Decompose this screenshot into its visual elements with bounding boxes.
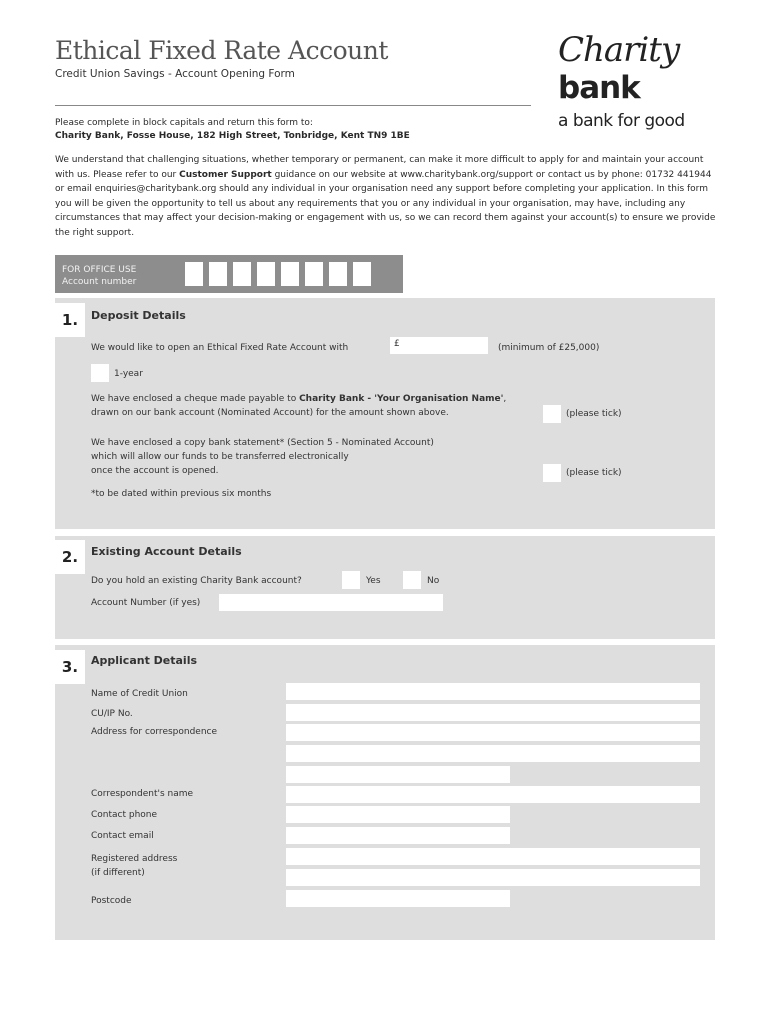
account-number-digit[interactable] [233, 262, 251, 286]
instruction-text: Please complete in block capitals and return this form to: [55, 118, 313, 128]
contact-phone-input[interactable] [286, 806, 510, 823]
contact-email-label: Contact email [91, 831, 154, 841]
section-number: 3. [55, 650, 85, 684]
registered-address-label: Registered address (if different) [91, 854, 178, 878]
correspondent-name-input[interactable] [286, 786, 700, 803]
please-tick-label: (please tick) [566, 468, 622, 478]
account-number-digit[interactable] [257, 262, 275, 286]
credit-union-name-label: Name of Credit Union [91, 689, 188, 699]
registered-address-input-line-1[interactable] [286, 848, 700, 865]
address-input-line-1[interactable] [286, 724, 700, 741]
term-1-year-checkbox[interactable] [91, 364, 109, 382]
section-deposit-details [55, 298, 715, 529]
deposit-amount-input[interactable] [390, 337, 488, 354]
account-number-digit[interactable] [329, 262, 347, 286]
postcode-input[interactable] [286, 890, 510, 907]
cuip-label: CU/IP No. [91, 709, 133, 719]
postcode-label: Postcode [91, 896, 132, 906]
office-use-label: FOR OFFICE USE Account number [62, 265, 137, 287]
contact-email-input[interactable] [286, 827, 510, 844]
registered-address-input-line-2[interactable] [286, 869, 700, 886]
office-use-box [55, 255, 403, 293]
section-number: 2. [55, 540, 85, 574]
currency-symbol: £ [394, 339, 400, 349]
cheque-text: We have enclosed a cheque made payable to Charity Bank - 'Your Organisation Name', drawn on our bank account (Nominated Account) for the amount shown above. [91, 394, 507, 418]
address-label: Address for correspondence [91, 727, 218, 737]
section-number: 1. [55, 303, 85, 337]
yes-checkbox[interactable] [342, 571, 360, 589]
page-title: Ethical Fixed Rate Account [55, 36, 388, 65]
account-number-digit[interactable] [353, 262, 371, 286]
section-heading: Applicant Details [91, 654, 198, 667]
existing-account-question: Do you hold an existing Charity Bank account? [91, 576, 302, 586]
term-1-year-label: 1-year [114, 369, 143, 379]
section-heading: Existing Account Details [91, 545, 242, 558]
account-number-digit[interactable] [305, 262, 323, 286]
logo-bank: bank [558, 70, 640, 106]
account-number-digit[interactable] [185, 262, 203, 286]
account-number-digit[interactable] [209, 262, 227, 286]
minimum-note: (minimum of £25,000) [498, 343, 600, 353]
bank-statement-checkbox[interactable] [543, 464, 561, 482]
open-account-label: We would like to open an Ethical Fixed Rate Account with [91, 343, 349, 353]
page-subtitle: Credit Union Savings - Account Opening Form [55, 68, 295, 80]
correspondent-name-label: Correspondent's name [91, 789, 194, 799]
return-instructions [55, 117, 410, 143]
cuip-input[interactable] [286, 704, 700, 721]
please-tick-label: (please tick) [566, 409, 622, 419]
no-checkbox[interactable] [403, 571, 421, 589]
header-divider [55, 105, 531, 106]
yes-label: Yes [366, 576, 381, 586]
account-number-input[interactable] [219, 594, 443, 611]
section-existing-account [55, 536, 715, 639]
address-input-line-2[interactable] [286, 745, 700, 762]
logo-tagline: a bank for good [558, 111, 685, 131]
footnote: *to be dated within previous six months [91, 489, 272, 499]
contact-phone-label: Contact phone [91, 810, 158, 820]
logo-charity: Charity [558, 30, 680, 70]
intro-paragraph: We understand that challenging situations, whether temporary or permanent, can make it more difficult to apply for and maintain your account with us. Please refer to our Customer Support guidance on our website at www.charitybank.org/support or contact us by phone: 01732 441944 or email enquiries@charitybank.org should any individual in your organisation need any support before completing your application. In this form you will be given the opportunity to tell us about any requirements that you or any individual in your organisation, may have, including any circumstances that may affect your decision-making or engagement with us, so we can record them against your account(s) to ensure we provide the right support. [55, 155, 716, 238]
return-address: Charity Bank, Fosse House, 182 High Street, Tonbridge, Kent TN9 1BE [55, 131, 410, 141]
credit-union-name-input[interactable] [286, 683, 700, 700]
cheque-checkbox[interactable] [543, 405, 561, 423]
bank-statement-text: We have enclosed a copy bank statement* (Section 5 - Nominated Account) which will allow our funds to be transferred electronically once the account is opened. [91, 438, 434, 476]
address-input-line-3[interactable] [286, 766, 510, 783]
section-heading: Deposit Details [91, 309, 186, 322]
section-applicant-details [55, 645, 715, 940]
account-number-label: Account Number (if yes) [91, 598, 201, 608]
account-number-digit[interactable] [281, 262, 299, 286]
customer-support-link: Customer Support [179, 169, 272, 180]
no-label: No [427, 576, 440, 586]
